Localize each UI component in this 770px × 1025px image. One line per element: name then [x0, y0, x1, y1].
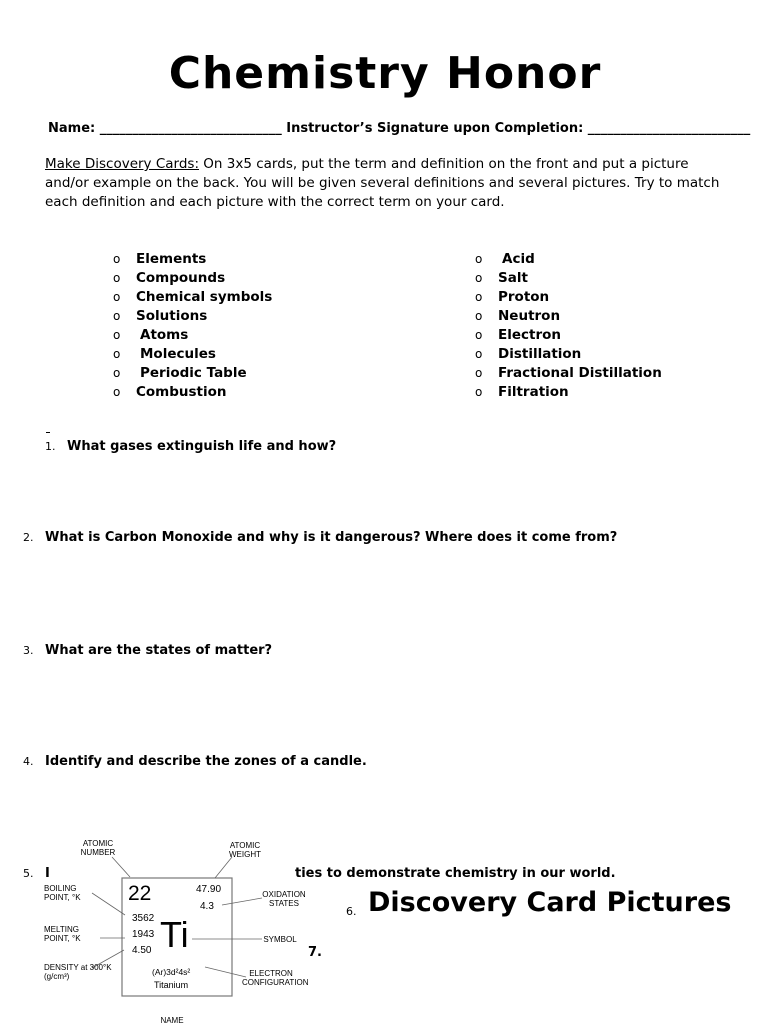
list-item: o Solutions: [113, 308, 208, 324]
label-electron-configuration: ELECTRON CONFIGURATION: [242, 969, 309, 987]
electron-configuration-value: (Ar)3d²4s²: [152, 967, 191, 977]
question-1: 1. What gases extinguish life and how?: [45, 439, 337, 454]
discovery-card-pictures-heading: Discovery Card Pictures: [368, 887, 732, 918]
melting-point-value: 1943: [132, 929, 155, 940]
list-item: o Combustion: [113, 384, 227, 400]
oxidation-states-value: 4.3: [200, 901, 214, 912]
intro-text: On 3x5 cards, put the term and definition on the front and put a picture and/or example on the back. You will be given several definitions and several pictures. Try to match each definition and each picture with the correct term on your card.: [45, 156, 720, 210]
list-item: o Compounds: [113, 270, 226, 286]
item-7-number: 7.: [308, 945, 322, 960]
label-name: NAME: [160, 1016, 184, 1025]
element-card-diagram: [40, 835, 310, 1024]
density-value: 4.50: [132, 945, 152, 956]
list-item: o Acid: [475, 251, 535, 267]
list-item: o Molecules: [113, 346, 216, 362]
list-item: o Salt: [475, 270, 528, 286]
terms-right-list: [475, 250, 662, 402]
list-item: o Elements: [113, 251, 207, 267]
label-melting-point: MELTING POINT, °K: [44, 925, 81, 943]
list-item: o Periodic Table: [113, 365, 247, 381]
atomic-number-value: 22: [128, 882, 152, 905]
atomic-weight-value: 47.90: [196, 884, 222, 895]
name-signature-line: Name: ____________________________ Instructor’s Signature upon Completion: _________________________: [48, 121, 751, 136]
boiling-point-value: 3562: [132, 913, 155, 924]
intro-paragraph: [45, 155, 725, 212]
question-5-tail: ties to demonstrate chemistry in our world.: [295, 866, 616, 881]
label-oxidation-states: OXIDATION STATES: [262, 890, 306, 908]
stray-mark: [46, 432, 50, 433]
list-item: o Fractional Distillation: [475, 365, 662, 381]
list-item: o Distillation: [475, 346, 582, 362]
list-item: o Atoms: [113, 327, 189, 343]
question-4: 4. Identify and describe the zones of a candle.: [23, 754, 367, 769]
item-6-number: 6.: [346, 905, 357, 918]
question-2: 2. What is Carbon Monoxide and why is it dangerous? Where does it come from?: [23, 530, 618, 545]
terms-left-list: [113, 250, 272, 402]
list-item: o Neutron: [475, 308, 561, 324]
list-item: o Filtration: [475, 384, 569, 400]
element-name-value: Titanium: [154, 980, 189, 990]
list-item: o Proton: [475, 289, 550, 305]
page-title: Chemistry Honor: [168, 48, 602, 99]
label-boiling-point: BOILING POINT, °K: [44, 884, 81, 902]
label-atomic-number: ATOMIC NUMBER: [80, 839, 116, 857]
intro-lead: Make Discovery Cards:: [45, 156, 200, 172]
question-5: 5. I: [23, 866, 50, 881]
element-symbol: Ti: [160, 914, 189, 955]
label-density: DENSITY at 300°K (g/cm³): [44, 963, 112, 981]
label-symbol: SYMBOL: [263, 935, 297, 944]
label-atomic-weight: ATOMIC WEIGHT: [229, 841, 261, 859]
question-3: 3. What are the states of matter?: [23, 643, 273, 658]
list-item: o Chemical symbols: [113, 289, 273, 305]
list-item: o Electron: [475, 327, 562, 343]
